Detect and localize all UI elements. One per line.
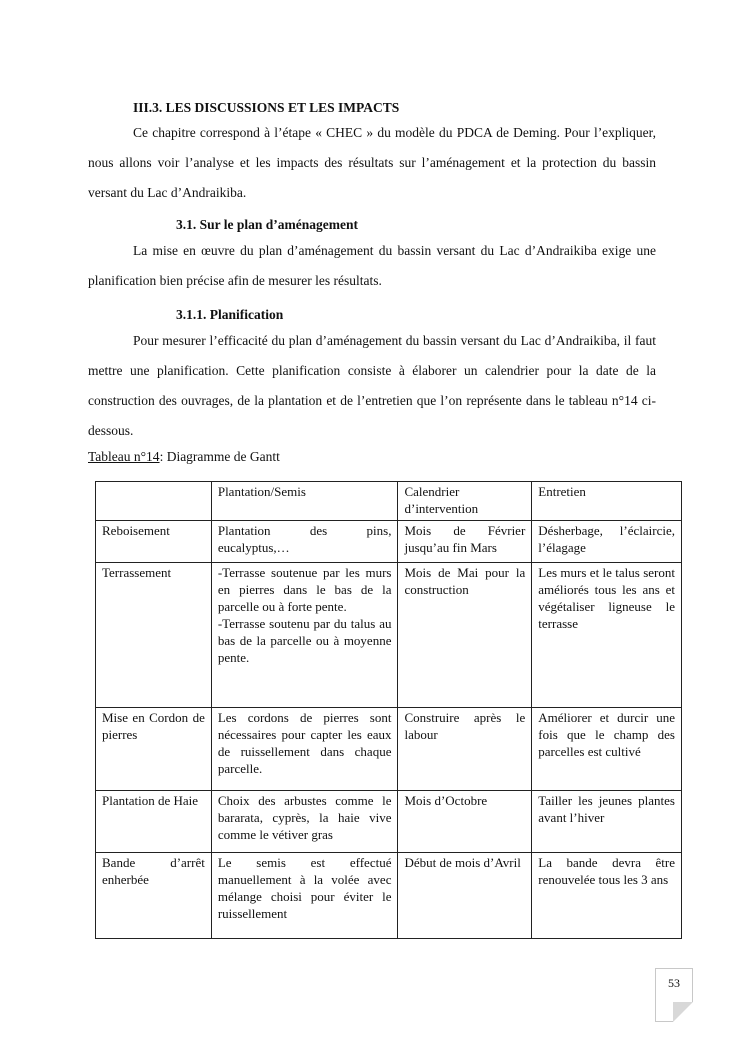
table-cell: Terrassement — [96, 563, 212, 708]
table-caption — [88, 447, 280, 467]
subheading-plan-amenagement: 3.1. Sur le plan d’aménagement — [176, 217, 359, 232]
table-cell: Mise en Cordon de pierres — [96, 708, 212, 791]
table-cell: Reboisement — [96, 521, 212, 563]
table-cell: Le semis est effectué manuellement à la volée avec mélange choisi pour éviter le ruissellement — [211, 853, 398, 939]
table-row — [96, 563, 682, 708]
subheading-planification: 3.1.1. Planification — [176, 307, 284, 322]
header-cell-plantation: Plantation/Semis — [211, 482, 398, 521]
paragraph-planification: Pour mesurer l’efficacité du plan d’aménagement du bassin versant du Lac d’Andraikiba, il faut mettre une planification. Cette planification consiste à élaborer un calendrier pour la date de la construction des ouvrages, de la plantation et de l’entretien que l’on représente dans le tableau n°14 ci-dessous. — [88, 333, 656, 438]
section-heading: III.3. LES DISCUSSIONS ET LES IMPACTS — [133, 100, 400, 115]
page-number: 53 — [668, 976, 680, 990]
table-cell: Construire après le labour — [398, 708, 532, 791]
page-number-box — [655, 968, 693, 1022]
table-cell: Plantation des pins, eucalyptus,… — [211, 521, 398, 563]
header-cell-empty — [96, 482, 212, 521]
header-cell-entretien: Entretien — [532, 482, 682, 521]
gantt-table — [95, 481, 682, 939]
table-row — [96, 853, 682, 939]
table-header-row — [96, 482, 682, 521]
table-cell: Améliorer et durcir une fois que le champ des parcelles est cultivé — [532, 708, 682, 791]
table-cell: Plantation de Haie — [96, 791, 212, 853]
table-caption-title: : Diagramme de Gantt — [159, 449, 280, 464]
header-cell-calendrier: Calendrier d’intervention — [398, 482, 532, 521]
table-cell: Désherbage, l’éclaircie, l’élagage — [532, 521, 682, 563]
table-cell: La bande devra être renouvelée tous les 3 ans — [532, 853, 682, 939]
table-cell: Bande d’arrêt enherbée — [96, 853, 212, 939]
table-cell: Tailler les jeunes plantes avant l’hiver — [532, 791, 682, 853]
table-cell: Début de mois d’Avril — [398, 853, 532, 939]
table-caption-label: Tableau n°14 — [88, 449, 160, 464]
table-cell: Les cordons de pierres sont nécessaires pour capter les eaux de ruissellement dans chaque parcelle. — [211, 708, 398, 791]
table-cell: Mois de Février jusqu’au fin Mars — [398, 521, 532, 563]
paragraph-mise-en-oeuvre: La mise en œuvre du plan d’aménagement du bassin versant du Lac d’Andraikiba exige une planification bien précise afin de mesurer les résultats. — [88, 243, 656, 288]
table-cell: Choix des arbustes comme le bararata, cyprès, la haie vive comme le vétiver gras — [211, 791, 398, 853]
table-cell: Les murs et le talus seront améliorés tous les ans et végétaliser ligneuse le terrasse — [532, 563, 682, 708]
table-row — [96, 708, 682, 791]
table-cell: Mois de Mai pour la construction — [398, 563, 532, 708]
table-row — [96, 521, 682, 563]
page-curl-icon — [673, 1002, 693, 1022]
table-cell: Mois d’Octobre — [398, 791, 532, 853]
table-row — [96, 791, 682, 853]
intro-paragraph: Ce chapitre correspond à l’étape « CHEC » du modèle du PDCA de Deming. Pour l’expliquer, nous allons voir l’analyse et les impacts des résultats sur l’aménagement et la protection du bassin versant du Lac d’Andraikiba. — [88, 125, 656, 200]
table-cell: -Terrasse soutenue par les murs en pierres dans le bas de la parcelle ou à forte pente. -Terrasse soutenu par du talus au bas de la parcelle ou à moyenne pente. — [211, 563, 398, 708]
